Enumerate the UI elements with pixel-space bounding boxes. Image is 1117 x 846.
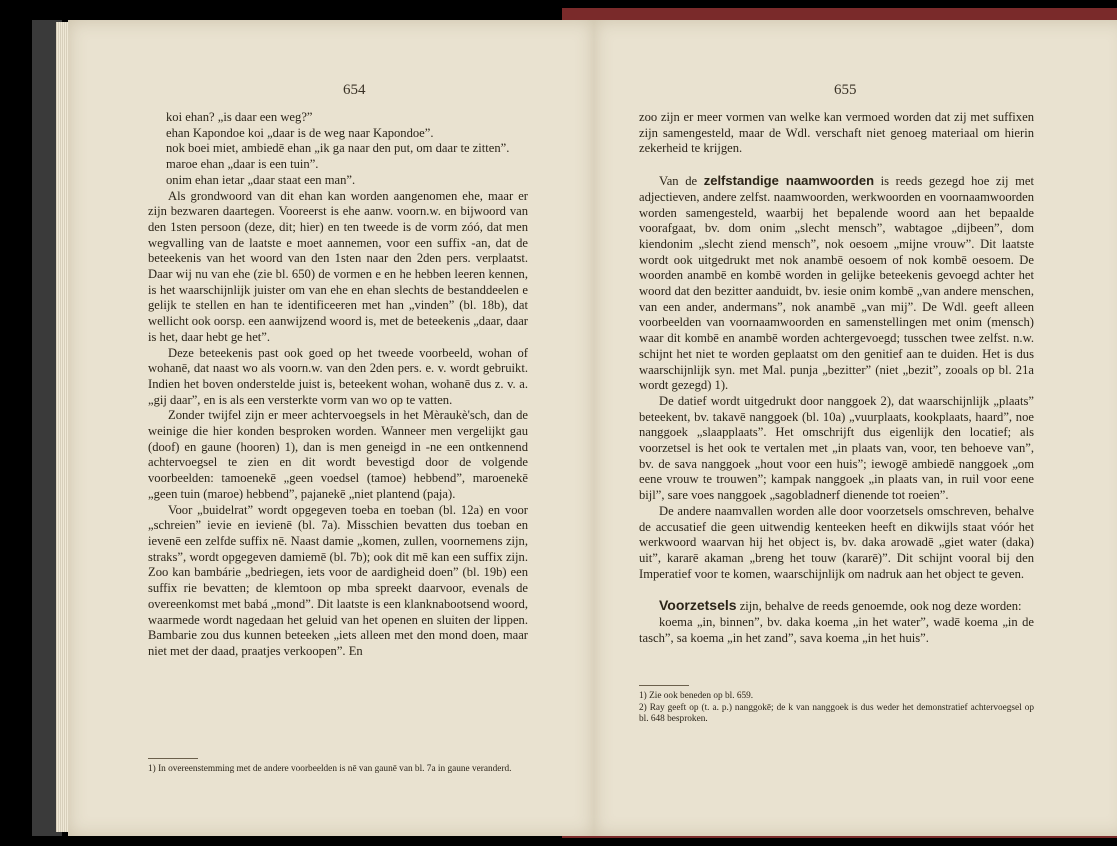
paragraph: Als grondwoord van dit ehan kan worden aangenomen ehe, maar er zijn bezwaren daartegen. Vooreerst is ehe aanw. voorn.w. en bijwoord van den 1sten persoon (deze, dit; hier) en ten tweede is de vorm zóó, dat men wegvalling van de laatste e moet aannemen, voor een suffix -an, dat de beteekenis van het woord van den 1sten naar den 2den pers. verplaatst. Daar wij nu van ehe (zie bl. 650) de vormen e en he hebben leeren kennen, is het waarschijnlijk juister om van ehe en ehan slechts de bestanddeelen e gelijk te stellen en han te identificeeren met han „vinden” (bl. 18b), dat wellicht ook oorsp. een aanwijzend woord is, met de beteekenis „daar, daar is het, daar hebt ge het”. [148,188,528,344]
example-line: onim ehan ietar „daar staat een man”. [166,172,356,187]
example-line: ehan Kapondoe koi „daar is de weg naar Kapondoe”. [166,125,434,140]
right-page [594,20,1117,836]
page-number: 655 [834,82,857,98]
footnote-rule [639,685,689,686]
page-number: 654 [343,82,366,98]
paragraph: De datief wordt uitgedrukt door nanggoek 2), dat waarschijnlijk „plaats” beteekent, bv. takavē nanggoek (bl. 10a) „vuurplaats, kookplaats, haard”, noe nanggoek „slaapplaats”. Het omschrijft dus eigenlijk den locatief; als voorzetsel is het ook te vertalen met „in plaats van, voor, ten behoeve van”, bv. de sava nanggoek „hout voor een huis”; iewogē ambiedē nanggoek „om eene vrouw te trouwen”; kampak nanggoek „in plaats van, in ruil voor eene bijl”, sare voes nanggoek „sagobladnerf dienende tot roeien”. [639,393,1034,503]
right-page-body [639,110,1034,647]
paragraph: Voor „buidelrat” wordt opgegeven toeba en toeban (bl. 12a) en voor „schreien” ievie en ievienē (bl. 7a). Misschien bevatten dus toeban en ievenē een zelfde suffix nē. Naast damie „komen, zullen, voornemens zijn, straks”, wordt opgegeven damiemē (bl. 7b); ook dit mē kan een suffix zijn. Zoo kan bambárie „bedriegen, iets voor de aardigheid doen” (bl. 19b) een suffix rie bevatten; de klemtoon op mba spreekt daarvoor, evenals de overeenkomst met babá „mond”. Dit laatste is een klanknabootsend woord, waarmede wordt nagedaan het geluid van het openen en sluiten der lippen. Bambarie zou dus kunnen beteeken „iets alleen met den mond doen, maar niet met der daad, praatjes verkoopen”. En [148,502,528,658]
paragraph: Voorzetsels zijn, behalve de reeds genoemde, ook nog deze worden: [659,597,1022,614]
left-page [68,20,595,836]
left-page-body [148,110,528,660]
open-book [28,8,1108,838]
paragraph: De andere naamvallen worden alle door voorzetsels omschreven, behalve de accusatief die geen uitwendig kenteeken heeft en dikwijls staat vóór het werkwoord waarvan hij het object is, bv. daka arowadē „giet water (daka) uit”, kararē akaman „breng het touw (kararē)”. Dit schijnt vooral bij den Imperatief voor te komen, waarschijnlijk om nadruk aan het object te geven. [639,503,1034,581]
footnotes [639,691,1034,726]
footnote: 1) In overeenstemming met de andere voorbeelden is nē van gaunē van bl. 7a in gaune veranderd. [148,764,512,774]
example-line: maroe ehan „daar is een tuin”. [166,157,319,172]
footnote-rule [148,758,198,759]
paragraph: Zonder twijfel zijn er meer achtervoegsels in het Mèraukè'sch, dan de weinige die hier konden besproken worden. Wanneer men vergelijkt gau (doof) en gaune (hooren) 1), dan is men geneigd in -ne een ontkennend achtervoegsel te zien en dit wordt bevestigd door de volgende voorbeelden: tamoenekē „geen voedsel (tamoe) hebbend”, maroenekē „geen tuin (maroe) hebbend”, pajanekē „niet plantend (paja). [148,408,528,501]
section-heading: Voorzetsels [659,597,737,614]
paragraph: Deze beteekenis past ook goed op het tweede voorbeeld, wohan of wohanē, dat naast wo als voorn.w. van den 2den pers. e. v. wordt gebruikt. Indien het boven onderstelde juist is, beteekent wohan, wohanē dus z. v. a. „gij daar”, en is als een versterkte vorm van wo op te vatten. [148,345,528,407]
section-heading: zelfstandige naamwoorden [703,173,875,189]
paragraph: koema „in, binnen”, bv. daka koema „in het water”, wadē koema „in de tasch”, sa koema „in het zand”, sava koema „in het huis”. [639,615,1034,645]
example-line: nok boei miet, ambiedē ehan „ik ga naar den put, om daar te zitten”. [166,141,510,156]
footnote: 2) Ray geeft op (t. a. p.) nanggokē; de k van nanggoek is dus weder het demonstratief achtervoegsel op bl. 648 besproken. [639,702,1034,724]
paragraph: zoo zijn er meer vormen van welke kan vermoed worden dat zij met suffixen zijn samengesteld, maar de Wdl. verschaft niet genoeg materiaal om hierin zekerheid te krijgen. [639,110,1034,156]
footnote: 1) Zie ook beneden op bl. 659. [639,691,754,701]
example-line: koi ehan? „is daar een weg?” [166,110,313,124]
paragraph: Van de zelfstandige naamwoorden is reeds gezegd hoe zij met adjectieven, andere zelfst. naamwoorden, werkwoorden en voornaamwoorden worden samengesteld, waarbij het bepalende woord aan het bepaalde voorafgaat, bv. dom onim „slecht mensch”, wabtagoe „dijbeen”, dom kiendonim „slecht ziend mensch”, nok oesoem „mijne vrouw”. Dit laatste wordt ook uitgedrukt met nok anambē oesoem of nok kombē oesoem. De woorden anambē en kombē worden in gelijke beteekenis gevoegd achter het woord dat den bezitter aanduidt, bv. iesie onim kombē „van andere menschen, van een ander, andermans”, nok anambē „van mij”. De Wdl. geeft alleen voorbeelden van voornaamwoorden en samenstellingen met onim (mensch) waar dit kombē en anambē worden achtergevoegd; tusschen twee zelfst. n.w. schijnt het niet te worden geplaatst om den genitief aan te duiden. Het is dus waarschijnlijk syn. met Mal. punja „bezitter” (niet „bezit”, zooals op bl. 21a wordt gezegd) 1). [639,173,1035,393]
